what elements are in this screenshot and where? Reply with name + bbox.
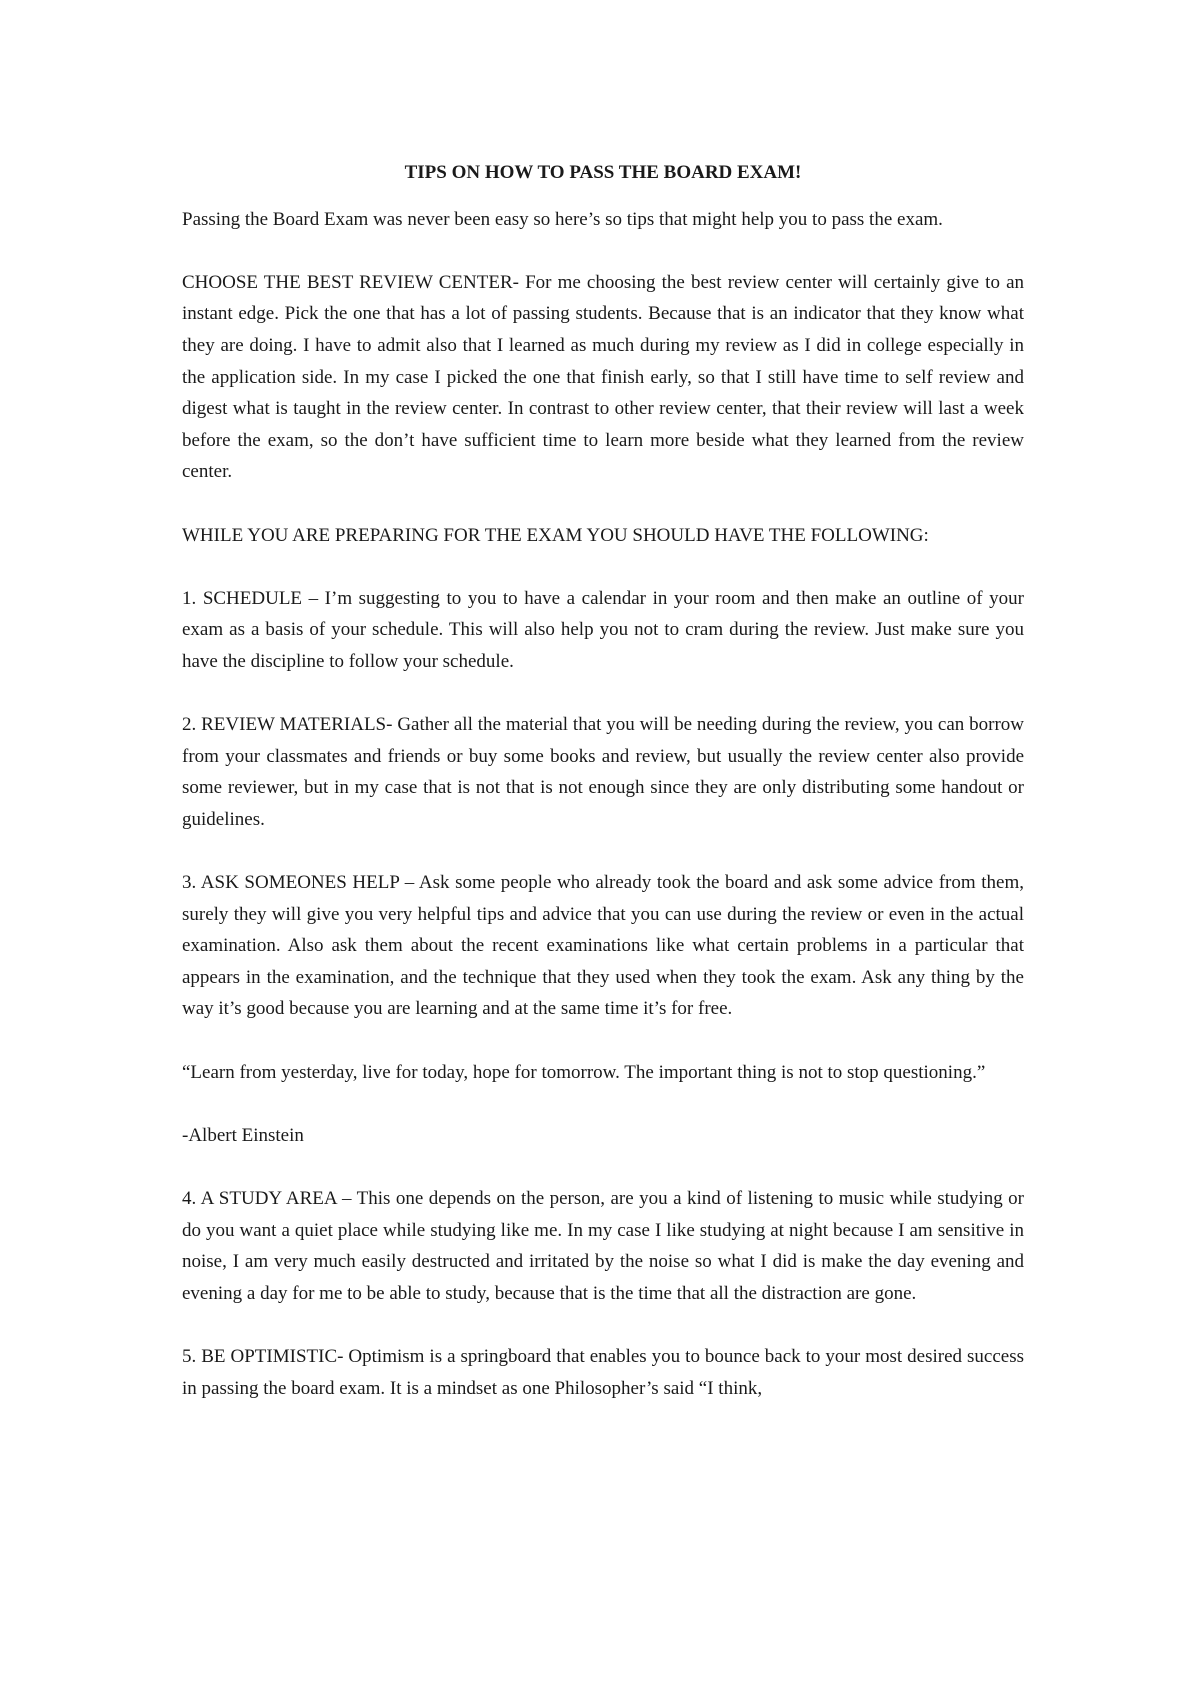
document-page [182,157,1024,1436]
intro-paragraph: Passing the Board Exam was never been easy so here’s so tips that might help you to pass the exam. [182,208,943,230]
quote-attribution: -Albert Einstein [182,1124,304,1146]
quote-paragraph: “Learn from yesterday, live for today, hope for tomorrow. The important thing is not to stop questioning.” [182,1061,986,1083]
tip-review-materials-paragraph: 2. REVIEW MATERIALS- Gather all the material that you will be needing during the review, you can borrow from your classmates and friends or buy some books and review, but usually the review center also provide some reviewer, but in my case that is not that is not enough since they are only distributing some handout or guidelines. [182,714,1024,830]
tip-ask-help-paragraph: 3. ASK SOMEONES HELP – Ask some people who already took the board and ask some advice from them, surely they will give you very helpful tips and advice that you can use during the review or even in the actual examination. Also ask them about the recent examinations like what certain problems in a particular that appears in the examination, and the technique that they used when they took the exam. Ask any thing by the way it’s good because you are learning and at the same time it’s for free. [182,872,1024,1020]
preparation-heading: WHILE YOU ARE PREPARING FOR THE EXAM YOU SHOULD HAVE THE FOLLOWING: [182,524,929,546]
document-title: TIPS ON HOW TO PASS THE BOARD EXAM! [404,162,802,183]
tip-optimistic-paragraph: 5. BE OPTIMISTIC- Optimism is a springboard that enables you to bounce back to your most desired success in passing the board exam. It is a mindset as one Philosopher’s said “I think, [182,1345,1024,1399]
review-center-paragraph: CHOOSE THE BEST REVIEW CENTER- For me choosing the best review center will certainly give to an instant edge. Pick the one that has a lot of passing students. Because that is an indicator that they know what they are doing. I have to admit also that I learned as much during my review as I did in college especially in the application side. In my case I picked the one that finish early, so that I still have time to self review and digest what is taught in the review center. In contrast to other review center, that their review will last a week before the exam, so the don’t have sufficient time to learn more beside what they learned from the review center. [182,271,1024,483]
tip-study-area-paragraph: 4. A STUDY AREA – This one depends on the person, are you a kind of listening to music while studying or do you want a quiet place while studying like me. In my case I like studying at night because I am sensitive in noise, I am very much easily destructed and irritated by the noise so what I did is make the day evening and evening a day for me to be able to study, because that is the time that all the distraction are gone. [182,1188,1024,1304]
tip-schedule-paragraph: 1. SCHEDULE – I’m suggesting to you to have a calendar in your room and then make an outline of your exam as a basis of your schedule. This will also help you not to cram during the review. Just make sure you have the discipline to follow your schedule. [182,587,1024,672]
